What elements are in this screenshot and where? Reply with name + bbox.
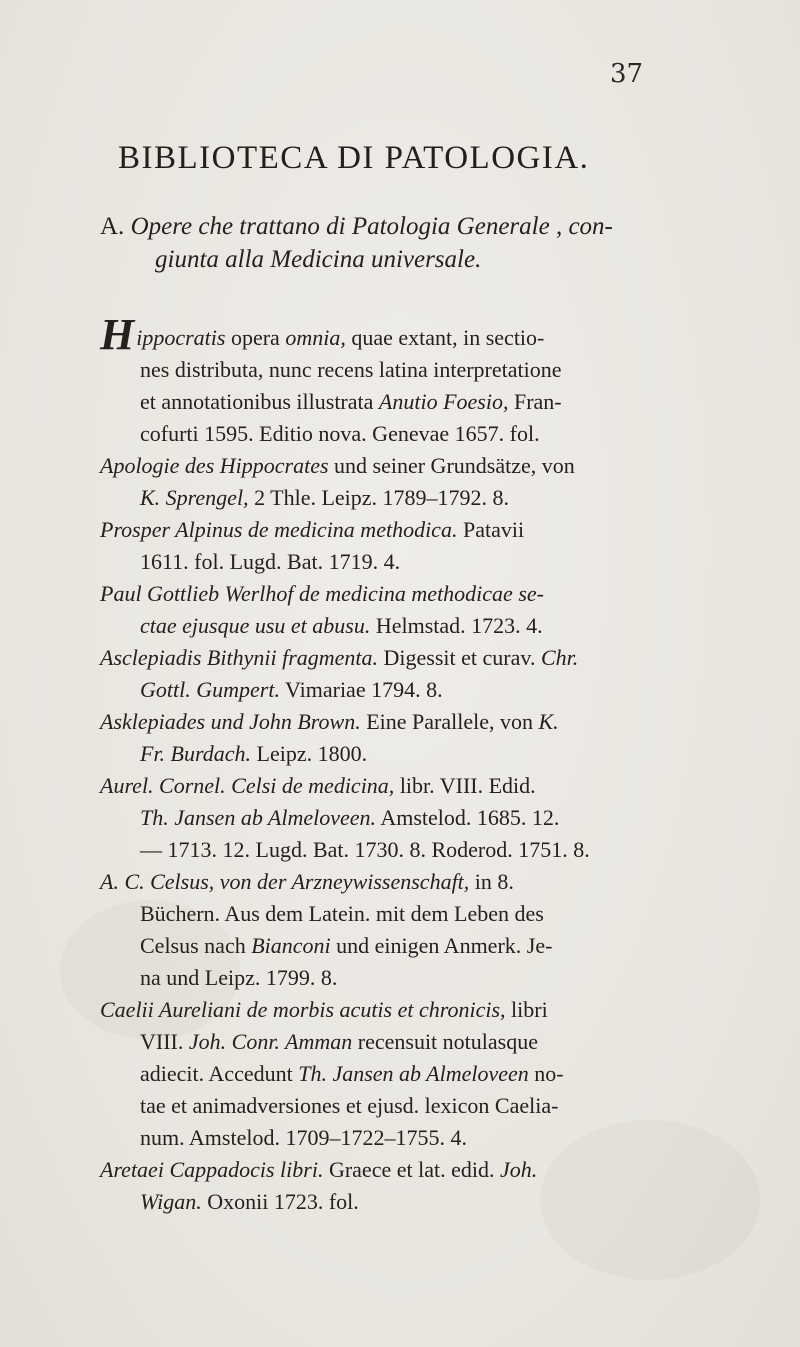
entry-line: Asclepiadis Bithynii fragmenta. Digessit et curav. Chr. xyxy=(100,645,579,670)
entry-line: Caelii Aureliani de morbis acutis et chronicis, libri xyxy=(100,997,548,1022)
page-number: 37 xyxy=(610,59,644,89)
bibliography-entry xyxy=(100,994,720,1154)
bibliography-entry xyxy=(100,514,720,578)
bibliography-entry xyxy=(100,770,720,866)
bibliography-entry xyxy=(100,866,720,994)
section-title-line2: giunta alla Medicina universale. xyxy=(155,246,482,273)
entry-line: tae et animadversiones et ejusd. lexicon Caelia- xyxy=(140,1093,559,1118)
entry-line: — 1713. 12. Lugd. Bat. 1730. 8. Roderod. 1751. 8. xyxy=(140,837,590,862)
entry-line: ctae ejusque usu et abusu. Helmstad. 1723. 4. xyxy=(140,613,543,638)
entry-line: Büchern. Aus dem Latein. mit dem Leben des xyxy=(140,901,544,926)
entry-line: Paul Gottlieb Werlhof de medicina methodicae se- xyxy=(100,581,544,606)
section-title-line1: Opere che trattano di Patologia Generale , con- xyxy=(130,213,613,240)
bibliography-entry xyxy=(100,1154,720,1218)
bibliography-entry xyxy=(100,578,720,642)
entry-line: nes distributa, nunc recens latina interpretatione xyxy=(140,357,562,382)
entry-line: VIII. Joh. Conr. Amman recensuit notulasque xyxy=(140,1029,538,1054)
entry-line: Gottl. Gumpert. Vimariae 1794. 8. xyxy=(140,677,443,702)
entry-line: et annotationibus illustrata Anutio Foesio, Fran- xyxy=(140,389,562,414)
bibliography-list xyxy=(100,310,720,1218)
entry-line: adiecit. Accedunt Th. Jansen ab Almeloveen no- xyxy=(140,1061,564,1086)
entry-line: cofurti 1595. Editio nova. Genevae 1657. fol. xyxy=(140,421,540,446)
entry-line: Aretaei Cappadocis libri. Graece et lat. edid. Joh. xyxy=(100,1157,538,1182)
entry-line: Fr. Burdach. Leipz. 1800. xyxy=(140,741,368,766)
entry-line: Hippocratis opera omnia, quae extant, in sectio- xyxy=(100,310,545,359)
entry-line: Prosper Alpinus de medicina methodica. Patavii xyxy=(100,517,525,542)
running-title: BIBLIOTECA DI PATOLOGIA. xyxy=(118,140,590,176)
entry-line: num. Amstelod. 1709–1722–1755. 4. xyxy=(140,1125,467,1150)
entry-line: Wigan. Oxonii 1723. fol. xyxy=(140,1189,359,1214)
entry-line: Celsus nach Bianconi und einigen Anmerk. Je- xyxy=(140,933,553,958)
section-label: A. xyxy=(100,213,125,240)
entry-line: A. C. Celsus, von der Arzneywissenschaft, in 8. xyxy=(100,869,514,894)
entry-line: Aurel. Cornel. Celsi de medicina, libr. VIII. Edid. xyxy=(100,773,536,798)
entry-line: K. Sprengel, 2 Thle. Leipz. 1789–1792. 8. xyxy=(140,485,510,510)
entry-line: Asklepiades und John Brown. Eine Parallele, von K. xyxy=(100,709,559,734)
entry-line: na und Leipz. 1799. 8. xyxy=(140,965,338,990)
bibliography-entry xyxy=(100,450,720,514)
bibliography-entry xyxy=(100,310,720,450)
bibliography-entry xyxy=(100,642,720,706)
entry-line: Th. Jansen ab Almeloveen. Amstelod. 1685. 12. xyxy=(140,805,560,830)
entry-line: Apologie des Hippocrates und seiner Grundsätze, von xyxy=(100,453,575,478)
section-heading xyxy=(100,210,720,276)
bibliography-entry xyxy=(100,706,720,770)
drop-initial: H xyxy=(100,310,135,359)
entry-line: 1611. fol. Lugd. Bat. 1719. 4. xyxy=(140,549,401,574)
